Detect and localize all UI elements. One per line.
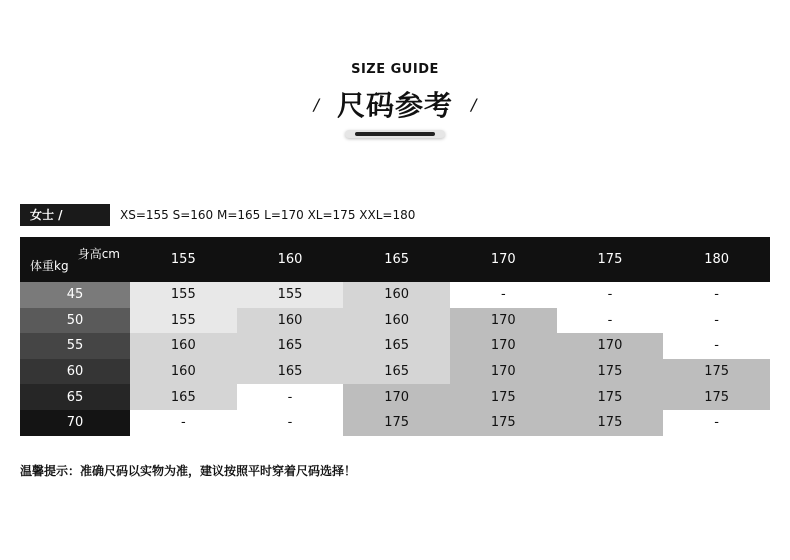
table-cell: 170 [450, 333, 557, 359]
table-cell: 165 [130, 384, 237, 410]
row-header-weight: 65 [20, 384, 130, 410]
table-cell: - [557, 282, 664, 308]
table-cell: 155 [237, 282, 344, 308]
table-cell: 175 [557, 359, 664, 385]
women-tag: 女士 / [20, 204, 110, 226]
table-cell: 175 [450, 410, 557, 436]
row-header-weight: 50 [20, 308, 130, 334]
table-cell: - [557, 308, 664, 334]
column-header: 155 [130, 237, 237, 282]
table-cell: 165 [237, 333, 344, 359]
table-cell: - [663, 410, 770, 436]
table-cell: 160 [130, 359, 237, 385]
table-cell: 165 [237, 359, 344, 385]
size-mapping-text: XS=155 S=160 M=165 L=170 XL=175 XXL=180 [120, 208, 416, 222]
table-cell: 175 [557, 384, 664, 410]
size-table [20, 237, 770, 436]
row-header-weight: 45 [20, 282, 130, 308]
row-header-weight: 55 [20, 333, 130, 359]
table-cell: 160 [343, 282, 450, 308]
row-header-weight: 60 [20, 359, 130, 385]
column-header: 170 [450, 237, 557, 282]
table-cell: - [237, 384, 344, 410]
table-cell: 170 [557, 333, 664, 359]
column-header: 180 [663, 237, 770, 282]
table-cell: 160 [130, 333, 237, 359]
height-axis-label: 身高cm [77, 247, 120, 261]
column-header: 175 [557, 237, 664, 282]
table-cell: - [663, 282, 770, 308]
table-cell: 175 [557, 410, 664, 436]
table-cell: 175 [450, 384, 557, 410]
table-cell: 175 [663, 359, 770, 385]
table-cell: 155 [130, 282, 237, 308]
table-cell: - [237, 410, 344, 436]
table-cell: - [130, 410, 237, 436]
title-divider [345, 130, 445, 138]
title-slash-right: / [471, 94, 477, 114]
table-cell: 155 [130, 308, 237, 334]
table-cell: 175 [343, 410, 450, 436]
title-row [0, 84, 790, 124]
title-divider-bar [355, 132, 435, 136]
table-cell: 160 [237, 308, 344, 334]
table-cell: - [663, 333, 770, 359]
title-slash-left: / [313, 94, 319, 114]
table-corner [20, 237, 130, 282]
table-cell: 170 [343, 384, 450, 410]
table-cell: - [663, 308, 770, 334]
page-title: 尺码参考 [336, 89, 453, 122]
table-cell: 165 [343, 333, 450, 359]
column-header: 160 [237, 237, 344, 282]
weight-axis-label: 体重kg [30, 259, 69, 273]
row-header-weight: 70 [20, 410, 130, 436]
section-header [20, 204, 415, 226]
size-guide-subtitle: SIZE GUIDE [351, 62, 439, 77]
table-cell: 175 [663, 384, 770, 410]
column-header: 165 [343, 237, 450, 282]
table-cell: 160 [343, 308, 450, 334]
table-cell: 165 [343, 359, 450, 385]
table-cell: 170 [450, 308, 557, 334]
table-cell: 170 [450, 359, 557, 385]
size-tip-note: 温馨提示：准确尺码以实物为准，建议按照平时穿着尺码选择！ [20, 464, 357, 478]
table-cell: - [450, 282, 557, 308]
